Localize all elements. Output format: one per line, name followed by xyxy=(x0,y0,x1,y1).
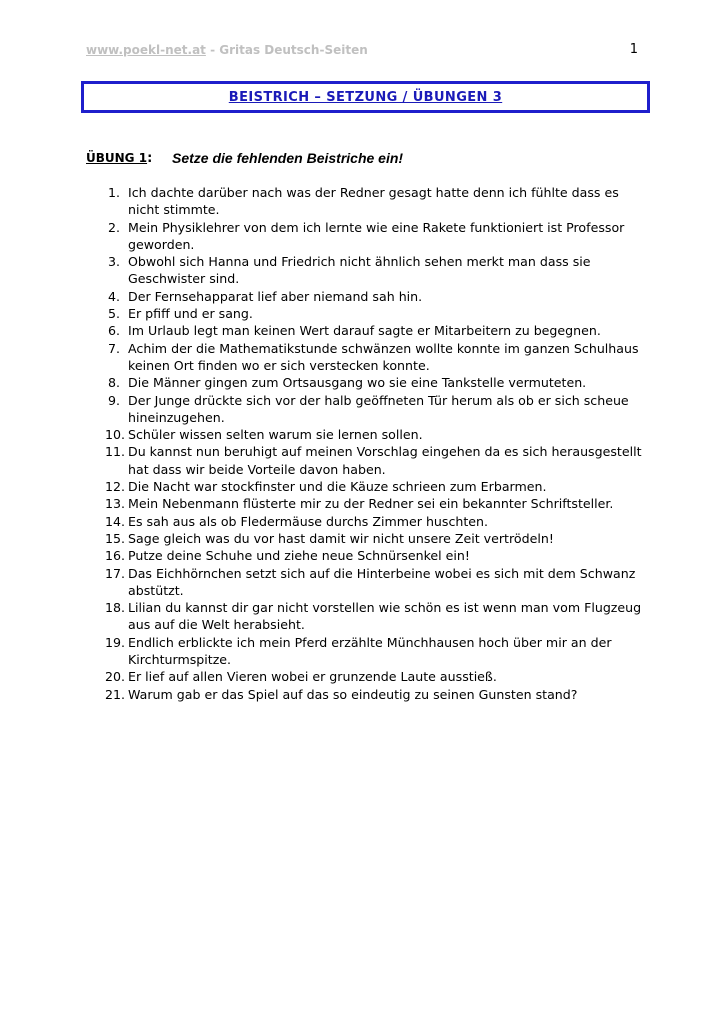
header-site-link[interactable]: www.poekl-net.at xyxy=(86,43,206,57)
item-text: Der Fernsehapparat lief aber niemand sah hin. xyxy=(128,288,423,304)
item-number: 11. xyxy=(105,444,126,460)
list-item xyxy=(108,288,648,305)
item-number: 12. xyxy=(105,479,126,495)
item-text: Die Männer gingen zum Ortsausgang wo sie eine Tankstelle vermuteten. xyxy=(128,375,587,391)
item-text: Mein Nebenmann flüsterte mir zu der Redner sei ein bekannter Schriftsteller. xyxy=(128,496,614,512)
item-text: Der Junge drückte sich vor der halb geöffneten Tür herum als ob er sich scheue hineinzugehen. xyxy=(128,392,629,425)
list-item xyxy=(108,322,648,339)
item-number: 14. xyxy=(105,513,126,529)
item-text: Du kannst nun beruhigt auf meinen Vorschlag eingehen da es sich herausgestellt hat dass wir beide Vorteile davon haben. xyxy=(128,444,642,477)
item-text: Ich dachte darüber nach was der Redner gesagt hatte denn ich fühlte dass es nicht stimmte. xyxy=(128,185,619,218)
list-item xyxy=(108,219,648,254)
header-separator: - xyxy=(205,43,220,57)
list-item xyxy=(105,495,648,512)
item-number: 3. xyxy=(108,254,121,270)
list-item xyxy=(105,634,648,669)
item-text: Mein Physiklehrer von dem ich lernte wie eine Rakete funktioniert ist Professor geworden. xyxy=(128,219,625,252)
list-item xyxy=(105,478,648,495)
item-number: 20. xyxy=(105,669,126,685)
item-number: 5. xyxy=(108,306,121,322)
item-text: Warum gab er das Spiel auf das so eindeutig zu seinen Gunsten stand? xyxy=(128,686,578,702)
item-number: 7. xyxy=(108,340,121,356)
item-text: Obwohl sich Hanna und Friedrich nicht ähnlich sehen merkt man dass sie Geschwister sind. xyxy=(128,254,591,287)
exercise-instruction: Setze die fehlenden Beistriche ein! xyxy=(172,150,404,166)
list-item xyxy=(105,547,648,564)
list-item xyxy=(108,305,648,322)
list-item xyxy=(105,530,648,547)
list-item xyxy=(105,513,648,530)
item-text: Er pfiff und er sang. xyxy=(128,306,253,322)
item-number: 4. xyxy=(108,288,121,304)
list-item xyxy=(108,253,648,288)
page-number: 1 xyxy=(629,42,638,57)
title-box xyxy=(81,81,650,113)
item-text: Achim der die Mathematikstunde schwänzen wollte konnte im ganzen Schulhaus keinen Ort finden wo er sich verstecken konnte. xyxy=(128,340,639,373)
list-item xyxy=(105,443,648,478)
item-number: 18. xyxy=(105,600,126,616)
item-number: 21. xyxy=(105,686,126,702)
list-item xyxy=(105,599,648,634)
list-item xyxy=(105,426,648,443)
item-number: 1. xyxy=(108,185,121,200)
item-text: Putze deine Schuhe und ziehe neue Schnürsenkel ein! xyxy=(128,548,470,564)
item-number: 15. xyxy=(105,530,126,546)
item-number: 10. xyxy=(105,427,126,443)
item-text: Im Urlaub legt man keinen Wert darauf sagte er Mitarbeitern zu begegnen. xyxy=(128,323,601,339)
item-number: 9. xyxy=(108,392,121,408)
page-header xyxy=(86,41,652,59)
header-subtitle: Gritas Deutsch-Seiten xyxy=(219,43,368,57)
exercise-heading xyxy=(86,149,404,168)
exercise-colon: : xyxy=(147,151,153,166)
list-item xyxy=(105,565,648,600)
item-text: Die Nacht war stockfinster und die Käuze schrieen zum Erbarmen. xyxy=(128,479,547,495)
item-number: 2. xyxy=(108,219,121,235)
exercise-list xyxy=(105,184,648,703)
list-item xyxy=(108,392,648,427)
exercise-label: ÜBUNG 1 xyxy=(86,151,148,165)
item-number: 6. xyxy=(108,323,121,339)
item-text: Endlich erblickte ich mein Pferd erzählte Münchhausen hoch über mir an der Kirchturmspitze. xyxy=(128,634,612,668)
item-text: Lilian du kannst dir gar nicht vorstellen wie schön es ist wenn man vom Flugzeug aus auf die Welt herabsieht. xyxy=(128,600,642,633)
item-text: Das Eichhörnchen setzt sich auf die Hinterbeine wobei es sich mit dem Schwanz abstützt. xyxy=(128,565,636,598)
page-title: BEISTRICH – SETZUNG / ÜBUNGEN 3 xyxy=(228,89,503,105)
list-item xyxy=(108,374,648,391)
item-text: Es sah aus als ob Fledermäuse durchs Zimmer huschten. xyxy=(128,513,489,529)
item-number: 16. xyxy=(105,548,126,564)
item-text: Sage gleich was du vor hast damit wir nicht unsere Zeit vertrödeln! xyxy=(128,530,554,546)
item-number: 17. xyxy=(105,565,126,581)
list-item xyxy=(105,668,648,685)
item-number: 13. xyxy=(105,496,126,512)
item-number: 19. xyxy=(105,634,126,650)
item-number: 8. xyxy=(108,375,121,391)
item-text: Er lief auf allen Vieren wobei er grunzende Laute ausstieß. xyxy=(128,669,497,685)
item-text: Schüler wissen selten warum sie lernen sollen. xyxy=(128,427,423,443)
list-item xyxy=(105,686,648,703)
list-item xyxy=(108,340,648,375)
list-item xyxy=(108,184,648,219)
